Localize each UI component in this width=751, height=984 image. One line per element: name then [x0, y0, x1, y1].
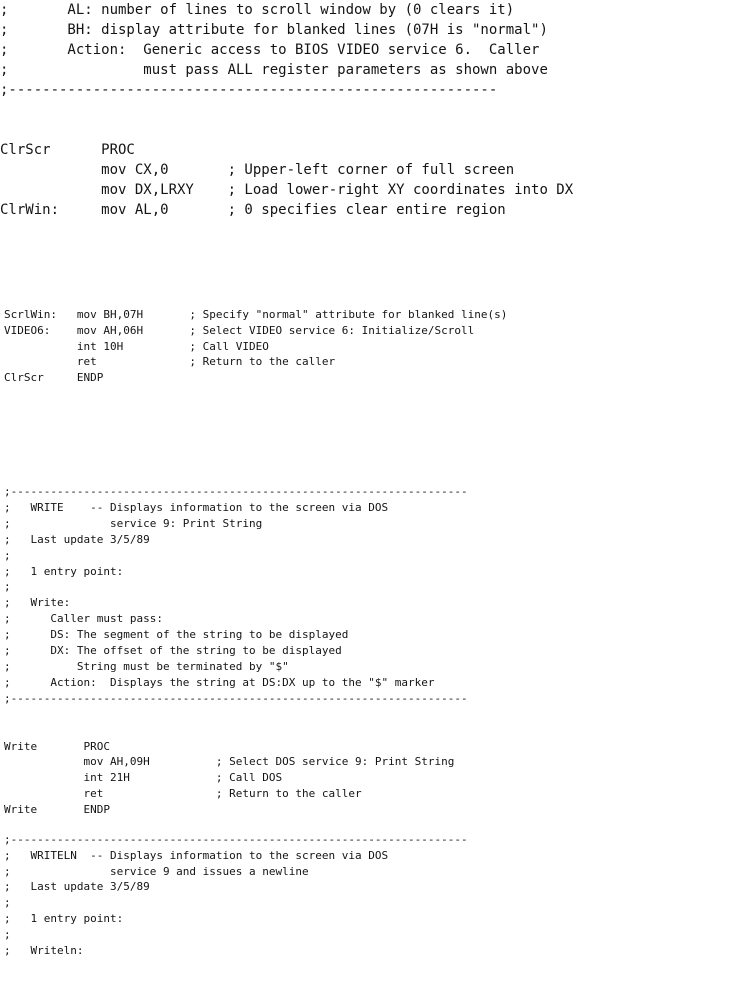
scroll-window-header-and-clrscr-proc — [0, 0, 573, 220]
comment-line-writeln-service: ; service 9 and issues a newline — [4, 864, 309, 878]
comment-line-empty: ; — [4, 896, 11, 910]
comment-line-write-title: ; WRITE -- Displays information to the screen via DOS — [4, 500, 389, 514]
code-line-mov-ah-09h: mov AH,09H ; Select DOS service 9: Print String — [4, 755, 455, 769]
comment-separator: ;--------------------------------------------------------------------- — [4, 485, 468, 498]
comment-line-entry-point: ; 1 entry point: — [4, 911, 124, 925]
comment-line-action: ; Action: Generic access to BIOS VIDEO service 6. Caller — [0, 42, 540, 58]
comment-separator: ;--------------------------------------------------------------------- — [4, 833, 468, 846]
code-line-write-endp: Write ENDP — [4, 803, 110, 817]
comment-separator: ;--------------------------------------------------------------------- — [4, 691, 468, 705]
code-line-clrscr-proc: ClrScr PROC — [0, 142, 135, 158]
comment-line-write-action: ; Action: Displays the string at DS:DX up to the "$" marker — [4, 675, 435, 689]
comment-line-last-update: ; Last update 3/5/89 — [4, 532, 150, 546]
writeln-header-block — [4, 832, 468, 958]
blank-line — [0, 100, 573, 120]
comment-line-ds: ; DS: The segment of the string to be displayed — [4, 628, 349, 642]
comment-line-al: ; AL: number of lines to scroll window by (0 clears it) — [0, 2, 515, 18]
code-line-write-proc: Write PROC — [4, 739, 110, 753]
comment-line-writeln-label: ; Writeln: — [4, 943, 84, 957]
comment-line-writeln-title: ; WRITELN -- Displays information to the screen via DOS — [4, 848, 389, 862]
comment-line-write-label: ; Write: — [4, 596, 71, 610]
code-line-clrscr-endp: ClrScr ENDP — [4, 371, 104, 385]
blank-line — [4, 723, 468, 739]
comment-line-dx: ; DX: The offset of the string to be displayed — [4, 644, 342, 658]
blank-line — [0, 120, 573, 140]
comment-line-terminated: ; String must be terminated by "$" — [4, 659, 289, 673]
blank-line — [4, 707, 468, 723]
write-procedure-block — [4, 484, 468, 818]
comment-line-write-service: ; service 9: Print String — [4, 516, 263, 530]
comment-line-last-update: ; Last update 3/5/89 — [4, 880, 150, 894]
comment-line-entry-point: ; 1 entry point: — [4, 564, 124, 578]
code-line-int-21h: int 21H ; Call DOS — [4, 771, 283, 785]
scrlwin-code-block — [4, 307, 507, 386]
comment-line-empty: ; — [4, 548, 11, 562]
comment-line-empty: ; — [4, 927, 11, 941]
code-line-int-10h: int 10H ; Call VIDEO — [4, 339, 269, 353]
comment-line-caller-must-pass: ; Caller must pass: — [4, 612, 163, 626]
comment-separator: ;---------------------------------------------------------- — [0, 82, 498, 98]
code-line-ret: ret ; Return to the caller — [4, 787, 362, 801]
code-line-mov-cx: mov CX,0 ; Upper-left corner of full screen — [0, 162, 515, 178]
comment-line-bh: ; BH: display attribute for blanked lines (07H is "normal") — [0, 22, 548, 38]
code-line-scrlwin: ScrlWin: mov BH,07H ; Specify "normal" attribute for blanked line(s) — [4, 308, 508, 321]
code-line-clrwin: ClrWin: mov AL,0 ; 0 specifies clear entire region — [0, 202, 506, 218]
code-line-ret: ret ; Return to the caller — [4, 355, 336, 369]
code-line-mov-dx: mov DX,LRXY ; Load lower-right XY coordinates into DX — [0, 182, 574, 198]
comment-line-empty: ; — [4, 580, 11, 594]
code-line-video6: VIDEO6: mov AH,06H ; Select VIDEO service 6: Initialize/Scroll — [4, 323, 475, 337]
comment-line-action-cont: ; must pass ALL register parameters as shown above — [0, 62, 548, 78]
